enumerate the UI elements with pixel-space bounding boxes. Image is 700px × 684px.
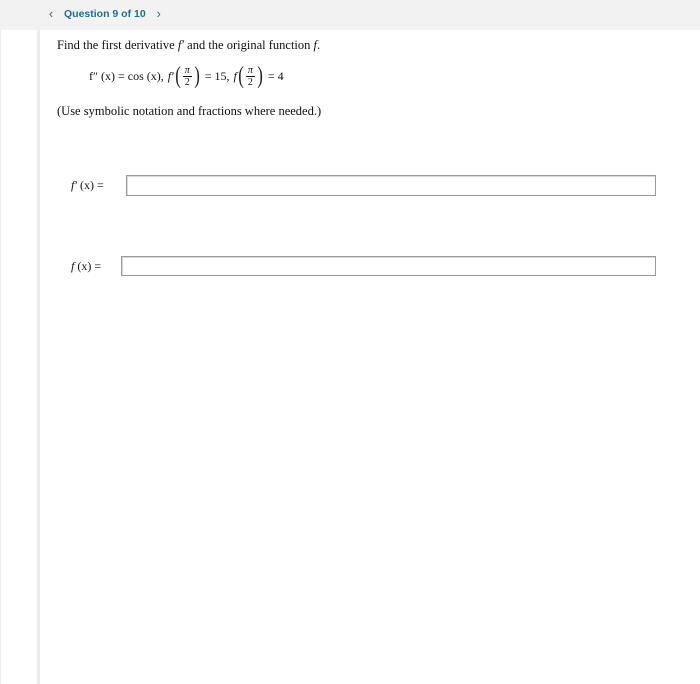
fraction-denominator: 2 <box>247 76 253 88</box>
chevron-right-icon[interactable]: › <box>156 6 161 21</box>
prompt-text-end: . <box>317 38 321 52</box>
prompt-text-start: Find the first derivative <box>57 38 178 52</box>
prompt-symbol-fprime: f′ <box>177 38 185 52</box>
instruction-note: (Use symbolic notation and fractions where needed.) <box>57 104 322 118</box>
f-answer-input[interactable] <box>121 256 656 276</box>
fraction-numerator: π <box>184 64 190 76</box>
prompt-symbol-f: f <box>313 38 317 52</box>
label-rest: (x) = <box>74 259 102 273</box>
condition1-value: = 15, <box>204 68 230 83</box>
left-paren: ( <box>238 63 244 89</box>
left-paren: ( <box>174 63 181 89</box>
condition1-fraction <box>183 65 192 88</box>
f-answer-label <box>71 259 101 274</box>
right-paren: ) <box>257 63 263 89</box>
content-left-divider <box>37 30 40 684</box>
chevron-left-icon[interactable]: ‹ <box>48 6 54 21</box>
question-navigator <box>44 5 166 23</box>
right-paren: ) <box>193 63 200 89</box>
prompt-text-middle: and the original function <box>184 38 314 52</box>
given-equation <box>89 64 284 88</box>
fraction-denominator: 2 <box>184 76 190 88</box>
fraction-numerator: π <box>247 64 253 76</box>
condition2-fraction <box>246 65 255 88</box>
equation-lhs: f″ (x) = cos (x), <box>89 68 164 83</box>
question-counter: Question 9 of 10 <box>64 8 146 20</box>
condition2-function: f <box>233 68 237 83</box>
fprime-answer-label <box>71 178 104 193</box>
label-rest: (x) = <box>76 178 104 192</box>
label-function: f <box>71 259 75 273</box>
question-prompt <box>57 38 320 53</box>
question-nav-bar <box>0 0 700 30</box>
condition2-value: = 4 <box>267 68 284 83</box>
label-function: f′ <box>71 178 77 192</box>
left-border <box>0 30 1 684</box>
fprime-answer-input[interactable] <box>126 175 656 196</box>
condition1-function: f′ <box>167 68 174 83</box>
